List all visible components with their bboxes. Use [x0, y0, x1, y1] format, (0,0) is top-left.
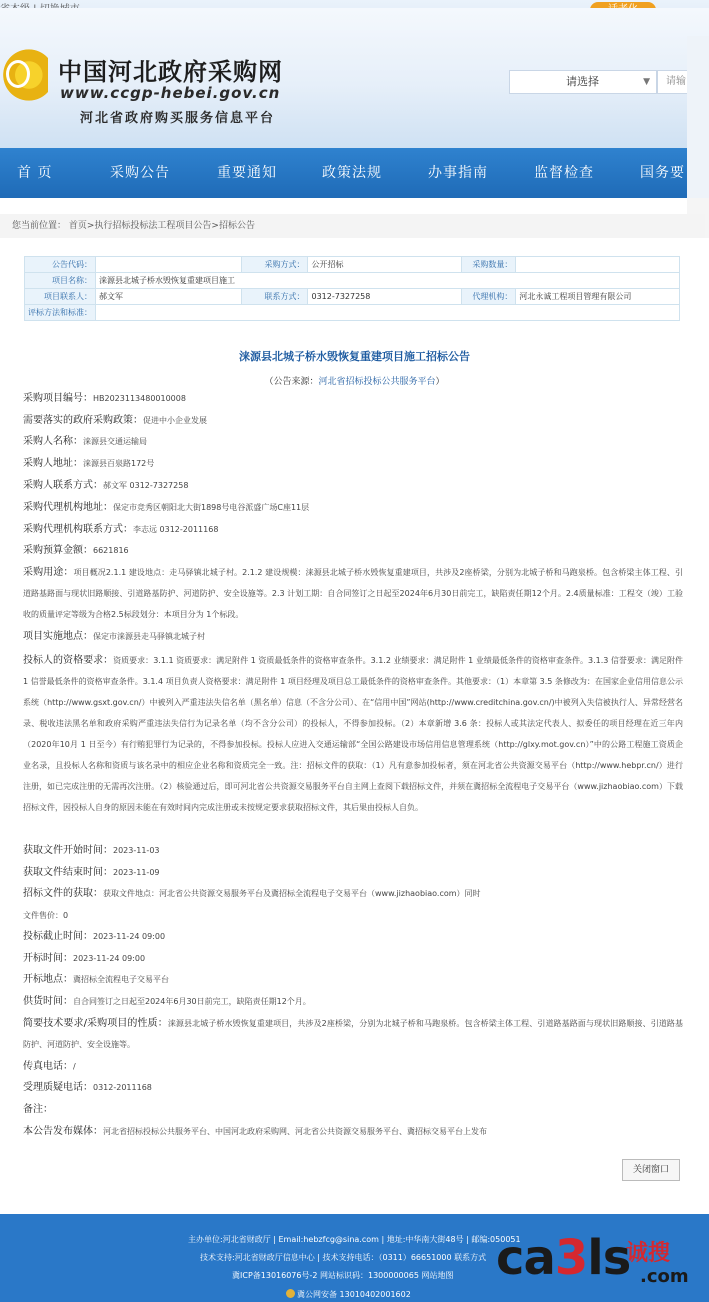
- info-key: 公告代码：: [25, 257, 96, 273]
- footer-line-icp[interactable]: 冀ICP备13016076号-2 网站标识码：1300000065 网站地图: [232, 1271, 454, 1280]
- field-value: 2023-11-09: [113, 868, 160, 877]
- nav-policies[interactable]: 政策法规: [322, 165, 382, 181]
- emblem-ring-icon: [6, 60, 30, 88]
- field-doc-price: [23, 910, 683, 922]
- field-value: 0: [63, 911, 69, 920]
- breadcrumb[interactable]: 您当前位置： 首页>执行招标投标法工程项目公告>招标公告: [0, 214, 705, 238]
- search-input[interactable]: 请输: [657, 70, 709, 94]
- field-label: 获取文件结束时间：: [23, 867, 113, 878]
- field-doc-start: [23, 845, 683, 857]
- info-value: 河北永诚工程项目管理有限公司: [516, 289, 680, 305]
- info-value: 涞源县北城子桥水毁恢复重建项目施工: [96, 273, 680, 289]
- nav-guide[interactable]: 办事指南: [428, 165, 488, 181]
- field-value: 2023-11-24 09:00: [73, 954, 146, 963]
- field-value: 保定市竞秀区朝阳北大街1898号电谷派盛广场C座11层: [113, 503, 310, 512]
- close-window-button[interactable]: 关闭窗口: [622, 1159, 680, 1181]
- footer-line-police: [286, 1289, 411, 1300]
- field-fax: [23, 1061, 683, 1073]
- field-agency-address: [23, 502, 683, 514]
- field-value: 保定市涞源县走马驿镇北城子村: [93, 632, 205, 641]
- field-label: 获取文件开始时间：: [23, 845, 113, 856]
- main-nav: [0, 148, 687, 198]
- field-label: 采购代理机构联系方式：: [23, 524, 133, 535]
- field-value: /: [73, 1062, 76, 1071]
- source-suffix: ）: [435, 377, 445, 387]
- field-media: [23, 1126, 683, 1138]
- field-complaint: [23, 1082, 683, 1094]
- field-value: 获取文件地点：河北省公共资源交易服务平台及冀招标全流程电子交易平台（www.jizhaobiao.com）同时: [103, 889, 481, 898]
- field-value: 河北省招标投标公共服务平台、中国河北政府采购网、河北省公共资源交易服务平台、冀招标交易平台上发布: [103, 1127, 487, 1136]
- project-info-table: [24, 256, 680, 321]
- field-label: 传真电话：: [23, 1061, 73, 1072]
- right-edge: [687, 36, 709, 198]
- field-label: 开标时间：: [23, 953, 73, 964]
- info-key: 代理机构：: [461, 289, 516, 305]
- nav-supervision[interactable]: 监督检查: [534, 165, 594, 181]
- field-agency-contact: [23, 524, 683, 536]
- field-brief: [23, 1013, 683, 1055]
- field-label: 采购人地址：: [23, 458, 83, 469]
- field-location: [23, 631, 683, 643]
- info-value: [516, 257, 680, 273]
- field-value: 6621816: [93, 546, 129, 555]
- field-label: 投标截止时间：: [23, 931, 93, 942]
- field-label: 采购人联系方式：: [23, 480, 103, 491]
- field-remark: [23, 1104, 683, 1116]
- field-value: HB2023113480010008: [93, 394, 186, 403]
- field-label: 采购预算金额：: [23, 545, 93, 556]
- info-key: 评标方法和标准：: [25, 305, 96, 321]
- select-value: 请选择: [566, 75, 599, 88]
- info-key: 项目联系人：: [25, 289, 96, 305]
- search-category-select[interactable]: [509, 70, 657, 94]
- watermark-com: .com: [640, 1266, 689, 1287]
- field-label: 供货时间：: [23, 996, 73, 1007]
- info-value: 郝文军: [96, 289, 242, 305]
- field-value: 2023-11-03: [113, 846, 160, 855]
- field-value: 0312-2011168: [93, 1083, 152, 1092]
- watermark-ls: ls: [587, 1230, 631, 1286]
- watermark-three: 3: [554, 1230, 588, 1286]
- info-key: 联系方式：: [242, 289, 308, 305]
- info-value: 0312-7327258: [308, 289, 461, 305]
- field-value: 项目概况2.1.1 建设地点：走马驿镇北城子村。2.1.2 建设规模：涞源县北城子桥水毁恢复重建项目，共涉及2座桥梁，分别为北城子桥和马跑泉桥。包含桥梁主体工程、引道路基路面与现状旧路顺接、引道路基防护、河道防护、安全设施等。2.3 计划工期：自合同签订之日起至2024年6月30日前完工，缺陷责任期12个月。2.4质量标准：工程交（竣）工验收的质量评定等级为合格2.5标段划分：本项目分为 1个标段。: [23, 568, 683, 619]
- field-label: 受理质疑电话：: [23, 1082, 93, 1093]
- field-budget: [23, 545, 683, 557]
- info-value: [96, 305, 680, 321]
- field-value: 涞源县交通运输局: [83, 437, 147, 446]
- field-label: 采购代理机构地址：: [23, 502, 113, 513]
- field-value: 李志远 0312-2011168: [133, 525, 219, 534]
- info-key: 采购方式：: [242, 257, 308, 273]
- field-label: 备注：: [23, 1104, 53, 1115]
- field-qualification: [23, 650, 683, 842]
- field-value: 2023-11-24 09:00: [93, 932, 166, 941]
- police-badge-icon: [286, 1289, 295, 1298]
- field-label: 开标地点：: [23, 974, 73, 985]
- field-value: 促进中小企业发展: [143, 416, 207, 425]
- field-label: 采购项目编号：: [23, 393, 93, 404]
- nav-state-affairs[interactable]: 国务要: [640, 165, 685, 181]
- nav-home[interactable]: 首 页: [17, 165, 53, 181]
- footer-line-support: 技术支持:河北省财政厅信息中心 | 技术支持电话：（0311）66651000 联系方式: [200, 1253, 487, 1262]
- field-project-no: [23, 393, 683, 405]
- site-url: www.ccgp-hebei.gov.cn: [60, 84, 281, 102]
- notice-title: 涞源县北城子桥水毁恢复重建项目施工招标公告: [239, 350, 470, 363]
- field-label: 项目实施地点：: [23, 631, 93, 642]
- field-value: 涞源县百泉路172号: [83, 459, 155, 468]
- chevron-down-icon: ▼: [643, 77, 650, 87]
- site-title: 中国河北政府采购网: [58, 57, 283, 86]
- field-label: 采购用途：: [23, 567, 74, 578]
- info-key: 采购数量：: [461, 257, 516, 273]
- info-key: 项目名称：: [25, 273, 96, 289]
- field-value: 冀招标全流程电子交易平台: [73, 975, 169, 984]
- field-label: 文件售价：: [23, 911, 63, 920]
- field-supply-time: [23, 996, 683, 1008]
- field-value: 郝文军 0312-7327258: [103, 481, 189, 490]
- field-doc-obtain: [23, 888, 683, 900]
- field-policy: [23, 415, 683, 427]
- field-purchaser-address: [23, 458, 683, 470]
- police-record[interactable]: 冀公网安备 13010402001602: [297, 1290, 411, 1299]
- field-purchaser-contact: [23, 480, 683, 492]
- info-value: 公开招标: [308, 257, 461, 273]
- watermark-logo: [496, 1230, 630, 1286]
- footer-line-host: 主办单位:河北省财政厅 | Email:hebzfcg@sina.com | 地址:中华南大街48号 | 邮编:050051: [188, 1235, 521, 1244]
- field-open-place: [23, 974, 683, 986]
- field-label: 本公告发布媒体：: [23, 1126, 103, 1137]
- field-value: 资质要求：3.1.1 资质要求：满足附件 1 资质最低条件的资格审查条件。3.1.2 业绩要求：满足附件 1 业绩最低条件的资格审查条件。3.1.3 信誉要求：满足附件 1 信誉最低条件的资格审查条件。3.1.4 项目负责人资格要求：满足附件 1 项目经理及项目总工最低条件的资格审查条件。其他要求：（1）本章第 3.5 条修改为：在国家企业信用信息公示系统（http://www.gsxt.gov.cn/）中被列入严重违法失信名单（黑名单）信息（不含分公司）、在“信用中国”网站(http://www.creditchina.gov.cn/)中被列入失信被执行人、异常经营名录、税收违法黑名单和政府采购严重违法失信行为记录名单（均不含分公司）的投标人，不得参加投标。（2）本章新增 3.6 条：投标人或其法定代表人、拟委任的项目经理在近三年内（2020年10月 1 日至今）有行贿犯罪行为记录的，不得参加投标。投标人应进入交通运输部“全国公路建设市场信用信息管理系统（http://glxy.mot.gov.cn）”中的公路工程施工资质企业名录，且投标人名称和资质与该名录中的相应企业名称和资质完全一致。注：招标文件的获取：（1）凡有意参加投标者，须在河北省公共资源交易平台（http://www.hebpr.cn/）进行注册，如已完成注册的无需再次注册。（2）核验通过后，即可河北省公共资源交易服务平台自主网上查阅下载招标文件，并须在冀招标全流程电子交易平台（www.jizhaobiao.com）下载招标文件，因投标人自身的原因未能在有效时间内完成注册或未按规定要求获取招标文件，其后果由投标人自负。: [23, 656, 684, 812]
- field-open-time: [23, 953, 683, 965]
- field-purchaser: [23, 436, 683, 448]
- watermark-cn: 诚搜: [626, 1241, 671, 1266]
- nav-important-notice[interactable]: 重要通知: [217, 165, 277, 181]
- site-header: [0, 8, 709, 148]
- field-value: 涞源县北城子桥水毁恢复重建项目，共涉及2座桥梁，分别为北城子桥和马跑泉桥。包含桥梁主体工程、引道路基路面与现状旧路顺接、引道路基防护、河道防护、安全设施等。: [23, 1019, 683, 1049]
- notice-source: [0, 374, 709, 387]
- source-link[interactable]: 河北省招标投标公共服务平台: [318, 377, 436, 387]
- field-bid-deadline: [23, 931, 683, 943]
- source-prefix: （公告来源：: [264, 377, 319, 387]
- field-label: 简要技术要求/采购项目的性质：: [23, 1018, 168, 1029]
- field-doc-end: [23, 867, 683, 879]
- watermark-ca: ca: [496, 1230, 555, 1286]
- field-value: 自合同签订之日起至2024年6月30日前完工，缺陷责任期12个月。: [73, 997, 311, 1006]
- field-label: 招标文件的获取：: [23, 888, 103, 899]
- field-usage: [23, 562, 683, 626]
- field-label: 采购人名称：: [23, 436, 83, 447]
- field-label: 需要落实的政府采购政策：: [23, 415, 143, 426]
- site-subtitle: 河北省政府购买服务信息平台: [80, 111, 276, 126]
- info-value: [96, 257, 242, 273]
- field-label: 投标人的资格要求：: [23, 655, 114, 666]
- nav-procurement-notice[interactable]: 采购公告: [110, 165, 170, 181]
